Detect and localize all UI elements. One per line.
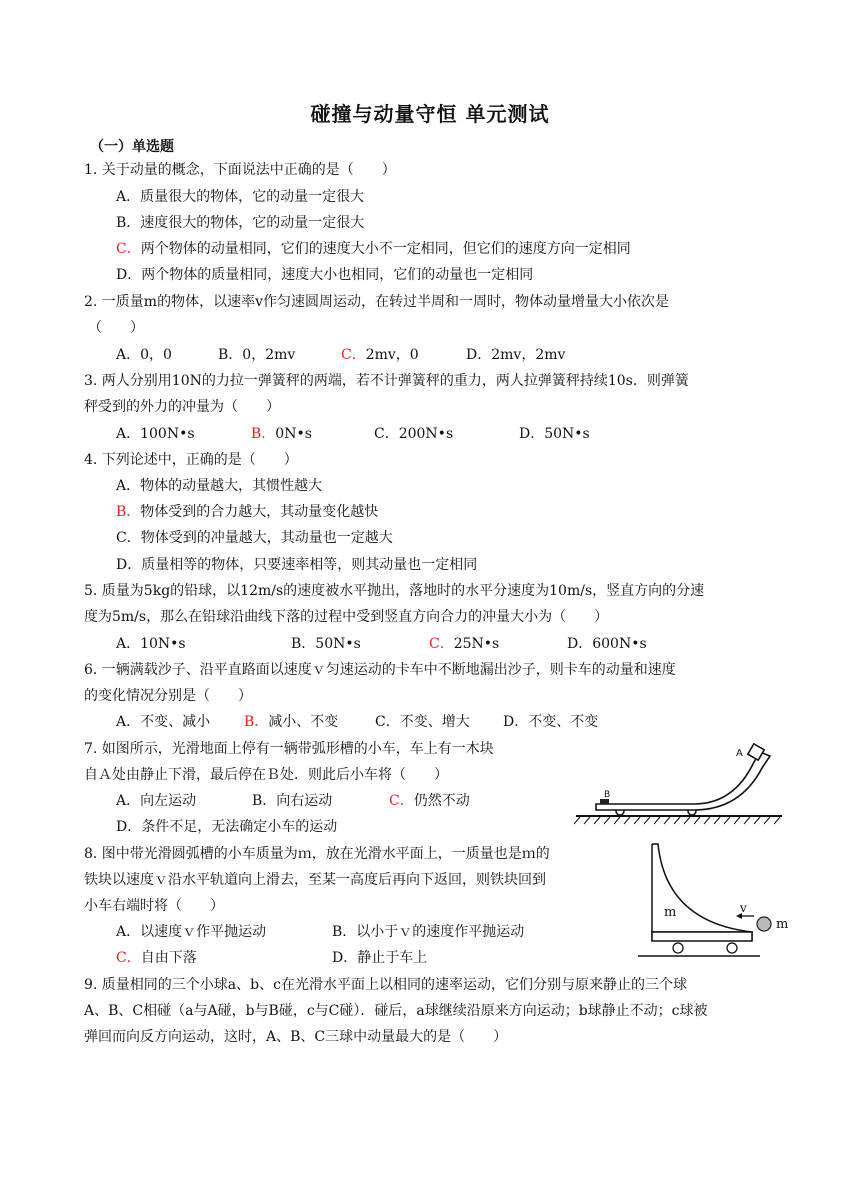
question-4-option-d: D．质量相等的物体，只要速率相等，则其动量也一定相同 [116,557,478,573]
question-1-option-c [116,240,631,258]
option-text: 两个物体的动量相同，它们的速度大小不一定相同，但它们的速度方向一定相同 [140,241,631,257]
question-3-stem: 3. 两人分别用10N的力拉一弹簧秤的两端，若不计弹簧秤的重力，两人拉弹簧秤持续10s．则弹簧 [84,373,689,389]
question-4-option-c: C．物体受到的冲量越大，其动量也一定越大 [116,530,393,546]
ground-line [574,816,782,824]
option-text: 仍然不动 [413,793,470,809]
question-3-option-c: C．200N•s [374,426,454,442]
section-heading: （一）单选题 [90,139,174,155]
question-6-option-d: D．不变、不变 [503,714,599,730]
question-7-option-b: B．向右运动 [252,793,333,809]
question-3-stem-cont: 秤受到的外力的冲量为（ ） [84,399,280,415]
question-7-option-a: A．向左运动 [116,793,197,809]
question-9-stem-cont2: 弹回而向反方向运动，这时，A、B、C三球中动量最大的是（ ） [84,1029,508,1045]
question-1-option-b: B．速度很大的物体，它的动量一定很大 [116,215,365,231]
option-text: 物体受到的合力越大，其动量变化越快 [140,504,379,520]
question-2-stem: 2. 一质量m的物体，以速率v作匀速圆周运动，在转过半周和一周时，物体动量增量大小依次是 [84,294,669,310]
cart-base [652,932,752,941]
label-m-cart: m [664,905,677,920]
question-7-stem-cont: 自Ａ处由静止下滑，最后停在Ｂ处．则此后小车将（ ） [84,767,448,783]
question-1-stem: 1. 关于动量的概念，下面说法中正确的是（ ） [84,162,396,178]
answer-marker: B． [251,426,276,442]
question-5-stem-cont: 度为5m/s，那么在铅球沿曲线下落的过程中受到竖直方向合力的冲量大小为（ ） [84,609,609,625]
question-2-stem-cont: （ ） [88,320,144,336]
question-6-option-c: C．不变、增大 [375,714,470,730]
answer-marker: B． [116,504,141,520]
question-9-stem: 9. 质量相同的三个小球a、b、c在光滑水平面上以相同的速率运动，它们分别与原来静止的三个球 [84,977,687,993]
answer-marker: C． [116,241,141,257]
question-9-stem-cont: A、B、C相碰（a与A碰，b与B碰，c与C碰）．碰后，a球继续沿原来方向运动；b球静止不动；c球被 [84,1003,708,1019]
iron-block [757,917,771,931]
question-7-figure [574,740,784,830]
answer-marker: C． [116,950,141,966]
question-2-option-a: A．0，0 [116,347,172,363]
question-8-option-a: A．以速度ｖ作平抛运动 [116,924,267,940]
question-3-option-d: D．50N•s [519,426,590,442]
question-5-option-c [429,635,499,653]
cart-wheels [673,943,737,953]
question-4-option-a: A．物体的动量越大，其惯性越大 [116,478,323,494]
question-5-option-a: A．10N•s [116,636,186,652]
question-3-option-a: A．100N•s [116,426,195,442]
option-text: 25N•s [453,636,500,652]
answer-marker: C． [429,636,454,652]
answer-marker: B． [244,714,269,730]
option-text: 0N•s [275,426,312,442]
question-2-option-d: D．2mv，2mv [466,347,566,363]
question-6-option-a: A．不变、减小 [116,714,211,730]
option-text: 自由下落 [140,950,197,966]
question-1-option-d: D．两个物体的质量相同，速度大小也相同，它们的动量也一定相同 [116,267,534,283]
question-7-option-d: D．条件不足，无法确定小车的运动 [116,819,338,835]
question-8-option-c [116,949,197,967]
label-m-block: m [776,917,789,932]
label-v: v [740,901,747,915]
question-6-option-b [244,713,338,731]
question-7-option-c [389,792,470,810]
question-8-stem-cont: 铁块以速度ｖ沿水平轨道向上滑去，至某一高度后再向下返回，则铁块回到 [84,872,546,888]
option-text: 减小、不变 [268,714,339,730]
question-8-stem-cont2: 小车右端时将（ ） [84,898,224,914]
question-3-option-b [251,425,312,443]
question-8-option-d: D．静止于车上 [332,950,428,966]
question-6-stem-cont: 的变化情况分别是（ ） [84,688,252,704]
question-8-figure [636,838,796,962]
cart-body [652,844,752,940]
question-7-stem: 7. 如图所示，光滑地面上停有一辆带弧形槽的小车，车上有一木块 [84,741,494,757]
question-5-option-b: B．50N•s [291,636,361,652]
question-6-stem: 6. 一辆满载沙子、沿平直路面以速度ｖ匀速运动的卡车中不断地漏出沙子，则卡车的动量和速度 [84,662,676,678]
label-a: A [736,748,743,759]
answer-marker: C． [341,347,366,363]
curved-track [596,752,770,810]
question-4-option-b [116,503,378,521]
question-5-stem: 5. 质量为5kg的铅球，以12m/s的速度被水平抛出，落地时的水平分速度为10m/s，竖直方向的分速 [84,583,705,599]
question-2-option-b: B．0，2mv [218,347,296,363]
page-title: 碰撞与动量守恒 单元测试 [310,102,550,126]
label-b: B [604,790,611,800]
question-8-option-b: B．以小于ｖ的速度作平抛运动 [332,924,525,940]
answer-marker: C． [389,793,414,809]
question-2-option-c [341,346,419,364]
question-4-stem: 4. 下列论述中，正确的是（ ） [84,452,298,468]
question-8-stem: 8. 图中带光滑圆弧槽的小车质量为ｍ，放在光滑水平面上，一质量也是ｍ的 [84,846,550,862]
question-5-option-d: D．600N•s [567,636,647,652]
question-1-option-a: A．质量很大的物体，它的动量一定很大 [116,189,365,205]
option-text: 2mv，0 [365,347,419,363]
